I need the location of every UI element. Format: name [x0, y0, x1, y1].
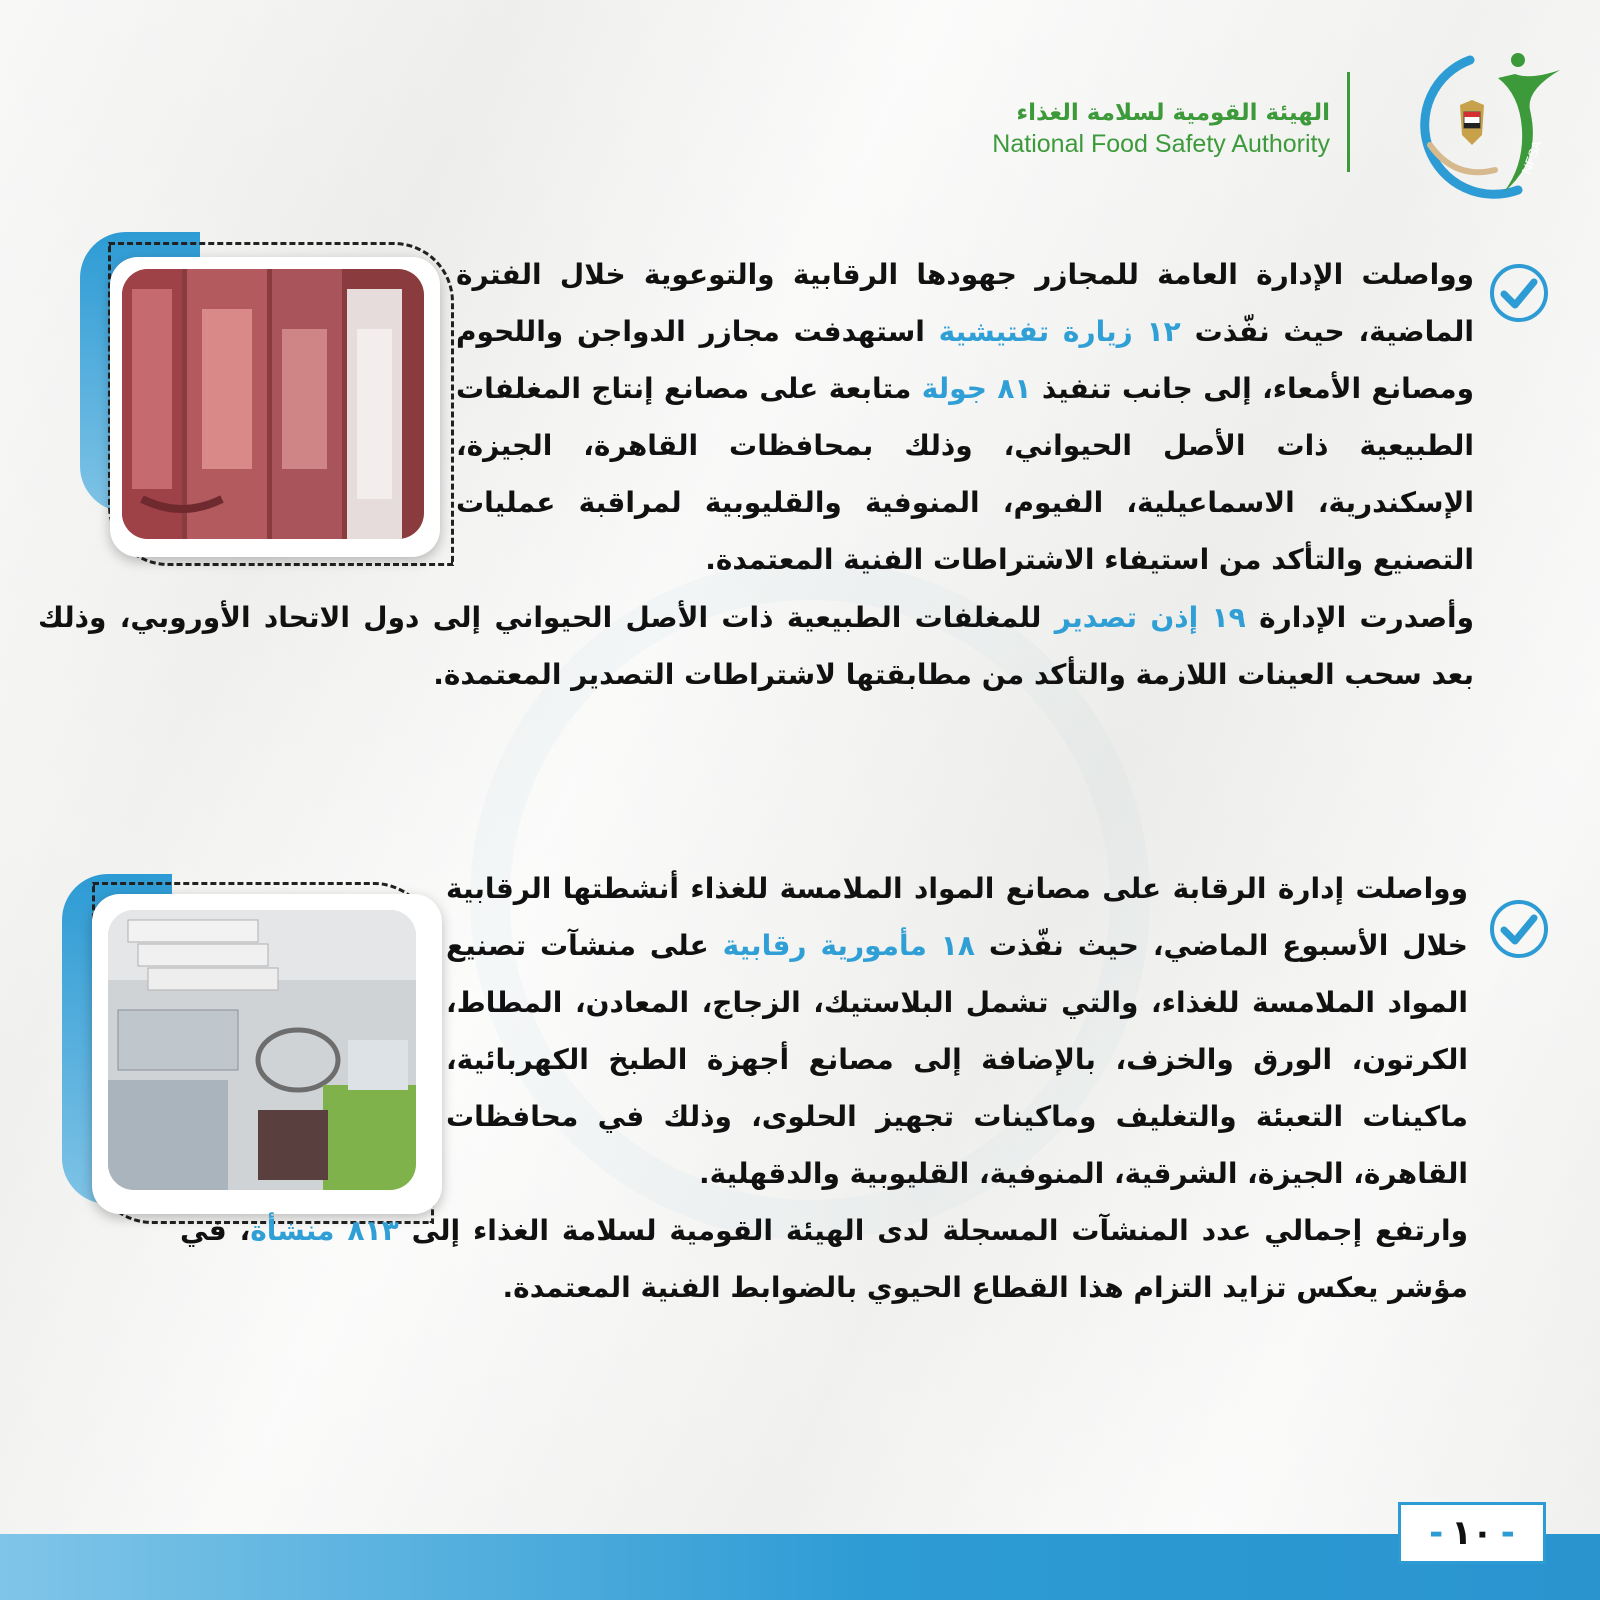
paragraph-slaughterhouses-2 [38, 589, 1474, 703]
footer-bar [0, 1534, 1600, 1600]
org-name-english: National Food Safety Authority [992, 130, 1330, 158]
check-circle-icon [1488, 898, 1550, 960]
photo-frame [80, 232, 460, 562]
text-part: وارتفع إجمالي عدد المنشآت المسجلة لدى الهيئة القومية لسلامة الغذاء إلى [398, 1214, 1469, 1247]
photo-frame [62, 874, 452, 1224]
check-circle-icon [1488, 262, 1550, 324]
text-part: وواصلت إدارة الرقابة على مصانع المواد الملامسة للغذاء أنشطتها الرقابية خلال الأسبوع الماضي، حيث نفّذت [446, 872, 1468, 962]
highlight-followup-tours: ٨١ جولة [921, 372, 1032, 405]
paragraph-food-contact-2 [180, 1202, 1468, 1316]
header [950, 50, 1570, 200]
text-part: وأصدرت الإدارة [1245, 601, 1474, 634]
svg-text:NFSA: NFSA [1518, 138, 1545, 177]
eagle-emblem-icon [1460, 100, 1484, 145]
meat-carcasses-photo [122, 269, 424, 539]
highlight-inspection-missions: ١٨ مأمورية رقابية [722, 929, 975, 962]
paragraph-food-contact-1 [446, 860, 1468, 1202]
page-number-value: ١٠ [1451, 1513, 1493, 1553]
page-number-dash: - [1429, 1513, 1444, 1553]
text-part: للمغلفات الطبيعية ذات الأصل الحيواني إلى دول الاتحاد الأوروبي، وذلك بعد سحب العينات اللازمة والتأكد من مطابقتها لاشتراطات التصدير المعتمدة. [38, 601, 1474, 691]
text-part: ، في مؤشر يعكس تزايد التزام هذا القطاع الحيوي بالضوابط الفنية المعتمدة. [180, 1214, 1468, 1304]
header-divider [1347, 72, 1350, 172]
text-part: وواصلت الإدارة العامة للمجازر جهودها الرقابية والتوعوية خلال الفترة الماضية، حيث نفّذت [456, 258, 1474, 348]
highlight-inspection-visits: ١٢ زيارة تفتيشية [938, 315, 1181, 348]
paragraph-slaughterhouses-1 [456, 246, 1474, 588]
org-name-arabic: الهيئة القومية لسلامة الغذاء [1016, 100, 1330, 126]
page-number [1398, 1502, 1546, 1564]
highlight-registered-facilities: ٨١٣ منشأة [250, 1214, 399, 1247]
text-part: متابعة على مصانع إنتاج المغلفات الطبيعية ذات الأصل الحيواني، وذلك بمحافظات القاهرة، الجيزة، الإسكندرية، الاسماعيلية، الفيوم، المنوفية والقليوبية لمراقبة عمليات التصنيع والتأكد من استيفاء الاشتراطات الفنية المعتمدة. [456, 372, 1474, 576]
nfsa-logo-icon [1400, 50, 1570, 200]
page-number-dash: - [1500, 1513, 1515, 1553]
text-part: على منشآت تصنيع المواد الملامسة للغذاء، والتي تشمل البلاستيك، الزجاج، المعادن، المطاط، الكرتون، الورق والخزف، بالإضافة إلى مصانع أجهزة الطبخ الكهربائية، ماكينات التعبئة والتغليف وماكينات تجهيز الحلوى، وذلك في محافظات القاهرة، الجيزة، الشرقية، المنوفية، القليوبية والدقهلية. [446, 929, 1468, 1190]
text-part: استهدفت مجازر الدواجن واللحوم ومصانع الأمعاء، إلى جانب تنفيذ [456, 315, 1475, 405]
highlight-export-permits: ١٩ إذن تصدير [1054, 601, 1246, 634]
inspection-packaging-photo [108, 910, 416, 1190]
